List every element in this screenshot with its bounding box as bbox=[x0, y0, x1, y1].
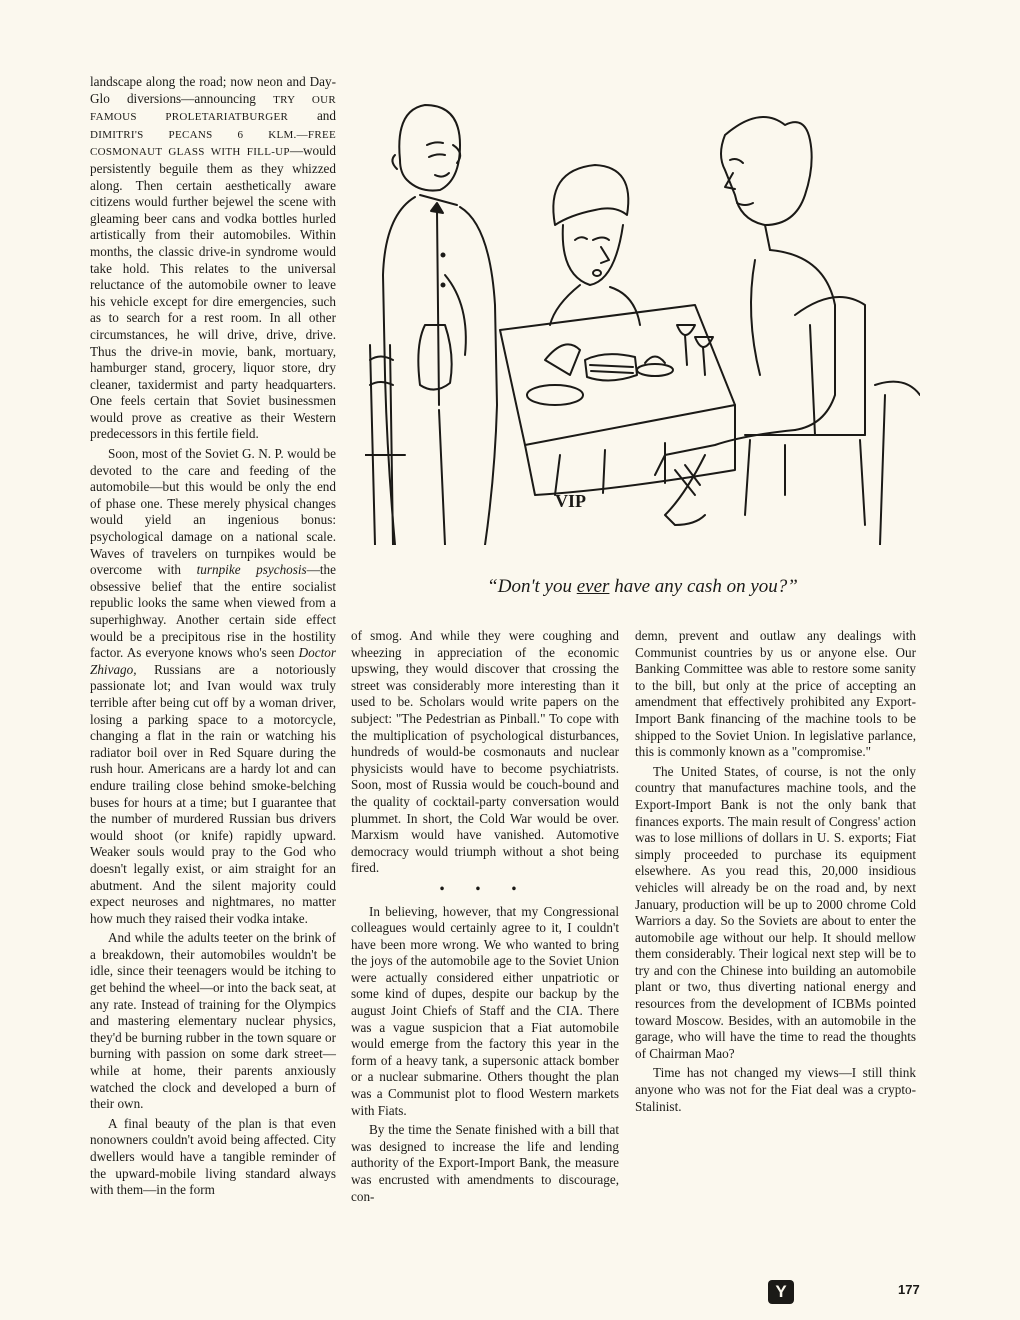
artist-signature: VIP bbox=[555, 491, 586, 511]
sign-text: DIMITRI'S PECANS 6 KLM.—FREE COSMONAUT GLASS WITH FILL-UP bbox=[90, 128, 336, 159]
waiter-figure bbox=[383, 105, 497, 545]
woman-figure bbox=[550, 165, 640, 325]
text: and bbox=[288, 108, 336, 124]
background-chair-right bbox=[875, 382, 920, 545]
caption-text: have any cash on you?” bbox=[609, 576, 798, 597]
text: Soon, most of the Soviet G. N. P. would be devoted to the care and feeding of the automobile—but this would be only the end of phase one. These merely physical changes would yield an ingenious bonus: psychological damage on a national scale. Waves of travelers on turnpikes would be overcome with bbox=[90, 446, 336, 578]
text: landscape along the road; now neon and Day-Glo diversions—announcing bbox=[90, 74, 336, 106]
text: —would persistently beguile them as they whizzed along. Then certain aesthetically aware citizens would further bejewel the scene with gleaming beer cans and vodka bottles hurled artistically from their automobiles. Within months, the classic drive-in syndrome would take hold. This relates to the universal reluctance of the automobile owner to leave his vehicle except for dire emergencies, such as to search for a rest room. In all other circumstances, he will drive, drive, drive. Thus the drive-in movie, bank, mortuary, hamburger stand, grocery, liquor store, dry cleaner, taxidermist and party headquarters. One feels certain that Soviet businessmen would prove as creative as their Western predecessors in this fertile field. bbox=[90, 143, 336, 442]
cartoon-illustration bbox=[365, 75, 920, 545]
paragraph: A final beauty of the plan is that even nonowners couldn't avoid being affected. City dwellers would have a tangible reminder of the upward-mobile living standard always with them—in the form bbox=[90, 1115, 336, 1198]
italic-title: Doctor Zhivago, bbox=[90, 645, 336, 677]
article-column-3 bbox=[635, 628, 916, 1118]
paragraph: of smog. And while they were coughing and wheezing in appreciation of the economic upswing, they would discover that crossing the street was considerably more interesting than it used to be. Scholars would write papers on the subject: "The Pedestrian as Pinball." To cope with the multiplication of psychological disturbances, hundreds of would-be cosmonauts and nuclear physicists would have to become psychiatrists. Soon, most of Russia would be couch-bound and the quality of cocktail-party conversation would plummet. In short, the Cold War would be over. Marxism would have vanished. Automotive democracy would triumph without a shot being fired. bbox=[351, 628, 619, 876]
paragraph bbox=[90, 446, 336, 927]
italic-term: turnpike psychosis bbox=[196, 562, 307, 578]
paragraph bbox=[90, 74, 336, 443]
page-number: 177 bbox=[898, 1282, 920, 1297]
paragraph: The United States, of course, is not the only country that manufactures machine tools, and the Export-Import Bank is not the only bank that finances exports. The main result of Congress' action was to lose millions of dollars in U. S. exports; Fiat simply proceeded to purchase its equipment elsewhere. As you read this, 20,000 insidious vehicles will already be on the road and, by next January, production will be up to 2000 chrome Cold Warriors a day. So the Soviets are about to enter the automobile age without our help. It should mellow them considerably. Their logical next step will be to try and con the Chinese into building an automobile plant or two, thus diverting national energy and resources from the development of ICBMs pointed toward Moscow. Besides, with an automobile in the garage, who will have the time to read the thoughts of Chairman Mao? bbox=[635, 763, 916, 1061]
paragraph: Time has not changed my views—I still think anyone who was not for the Fiat deal was a crypto-Stalinist. bbox=[635, 1065, 916, 1114]
text: —the obsessive belief that the entire socialist republic looks the same when viewed from a superhighway. Another certain side effect would be a precipitous rise in the hostility factor. As everyone knows who's seen bbox=[90, 562, 337, 661]
caption-emphasis: ever bbox=[576, 576, 610, 597]
article-column-2 bbox=[351, 628, 619, 1208]
sign-text: TRY OUR FAMOUS PROLETARIATBURGER bbox=[90, 93, 336, 124]
paragraph: And while the adults teeter on the brink of a breakdown, their automobiles wouldn't be idle, since their teenagers would be itching to get behind the wheel—or into the back seat, at any rate. Instead of training for the Olympics and mastering elementary nuclear physics, they'd be burning rubber in the town square or burning with passion on some dark street—while at home, their parents anxiously watched the clock and developed a burn of their own. bbox=[90, 930, 336, 1112]
man-figure bbox=[655, 117, 835, 525]
article-column-1 bbox=[90, 74, 336, 1202]
end-mark-logo-icon: Y bbox=[768, 1280, 794, 1304]
text: Russians are a notoriously passionate lot; and Ivan would wax truly terrible after being cut off by a woman driver, losing a parking space to a motorcycle, changing a flat in the rain or watching his radiator boil over in Red Square during the rush hour. Americans are a hardy lot and can endure trailing close behind smoke-belching buses for hours at a time; but I guarantee that the number of murdered Russian bus drivers would shoot (or knife) rapidly upward. Weaker souls would pray to the God who doesn't legally exist, or aim straight for an abutment. And the silent majority could expect neuroses and nightmares, no matter how much they raised their vodka intake. bbox=[90, 661, 336, 926]
cartoon-caption bbox=[365, 576, 920, 598]
paragraph: By the time the Senate finished with a bill that was designed to increase the life and lending authority of the Export-Import Bank, the measure was encrusted with amendments to discourage, con- bbox=[351, 1122, 619, 1204]
section-separator: • • • bbox=[439, 880, 531, 896]
paragraph: demn, prevent and outlaw any dealings with Communist countries by us or anyone else. Our Banking Committee was able to restore some sanity to the bill, but only at the price of accepting an amendment that effectively prohibited any Export-Import Bank financing of the machine tools to be shipped to the Soviet Union. In legislative parlance, this is commonly known as a "compromise." bbox=[635, 628, 916, 760]
paragraph: In believing, however, that my Congressional colleagues would certainly agree to it, I couldn't have been more wrong. We who wanted to bring the joys of the automobile age to the Soviet Union were actually considered either unpatriotic or some kind of dupes, despite our backup by the august Joint Chiefs of Staff and the CIA. There was a vague suspicion that a Fiat automobile would emerge from the factory this year in the form of a heavy tank, a supersonic attack bomber or a nuclear submarine. Others thought the plan was a Communist plot to flood Western markets with Fiats. bbox=[351, 903, 619, 1118]
caption-text: “Don't you bbox=[487, 576, 577, 597]
dining-chair bbox=[745, 297, 865, 525]
